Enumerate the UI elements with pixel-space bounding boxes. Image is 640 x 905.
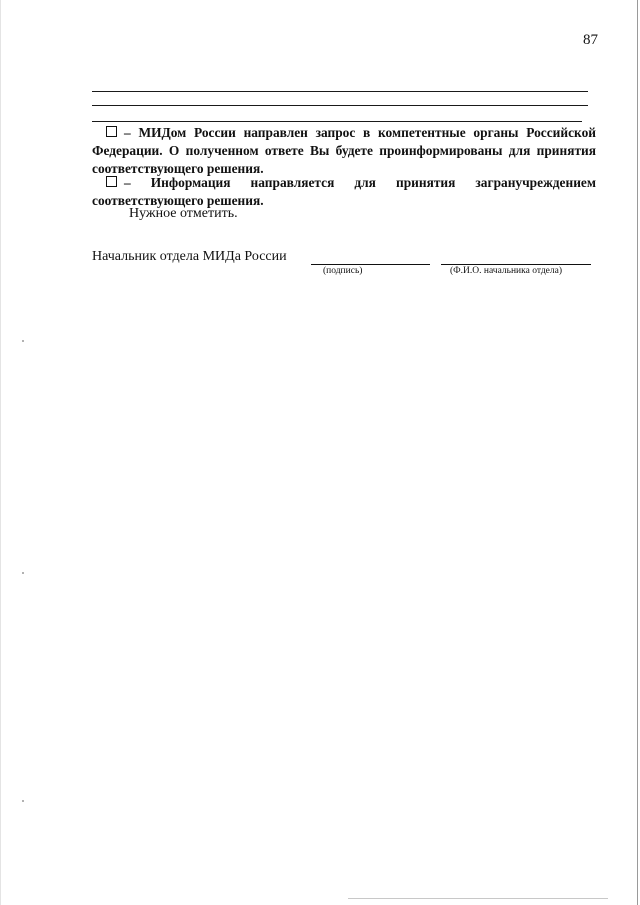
name-caption: (Ф.И.О. начальника отдела)	[450, 266, 563, 276]
scan-edge-left	[0, 0, 1, 905]
option-information-text: Информация направляется для принятия загранучреждением соответствующего решения.	[92, 175, 596, 208]
name-line	[441, 264, 591, 265]
option-inquiry	[92, 124, 596, 178]
signature-caption: (подпись)	[323, 266, 363, 276]
checkbox-information[interactable]	[106, 176, 117, 187]
option-inquiry-dash: –	[124, 125, 131, 140]
instruction-note: Нужное отметить.	[129, 206, 238, 221]
page-number: 87	[583, 32, 598, 48]
blank-line-3	[92, 121, 582, 122]
option-information-dash: –	[124, 175, 131, 190]
blank-line-1	[92, 91, 588, 92]
checkbox-inquiry[interactable]	[106, 126, 117, 137]
signature-block	[92, 249, 602, 289]
scan-speck	[22, 340, 24, 342]
signature-line	[311, 264, 430, 265]
scan-bottom-edge	[348, 898, 608, 899]
scan-speck	[22, 800, 24, 802]
signature-label: Начальник отдела МИДа России	[92, 249, 287, 264]
scan-speck	[22, 572, 24, 574]
blank-line-2	[92, 105, 588, 106]
scan-edge-right	[637, 0, 638, 905]
option-inquiry-text: МИДом России направлен запрос в компетентные органы Российской Федерации. О полученном ответе Вы будете проинформированы для принятия соответствующего решения.	[92, 125, 596, 176]
option-information	[92, 174, 596, 210]
